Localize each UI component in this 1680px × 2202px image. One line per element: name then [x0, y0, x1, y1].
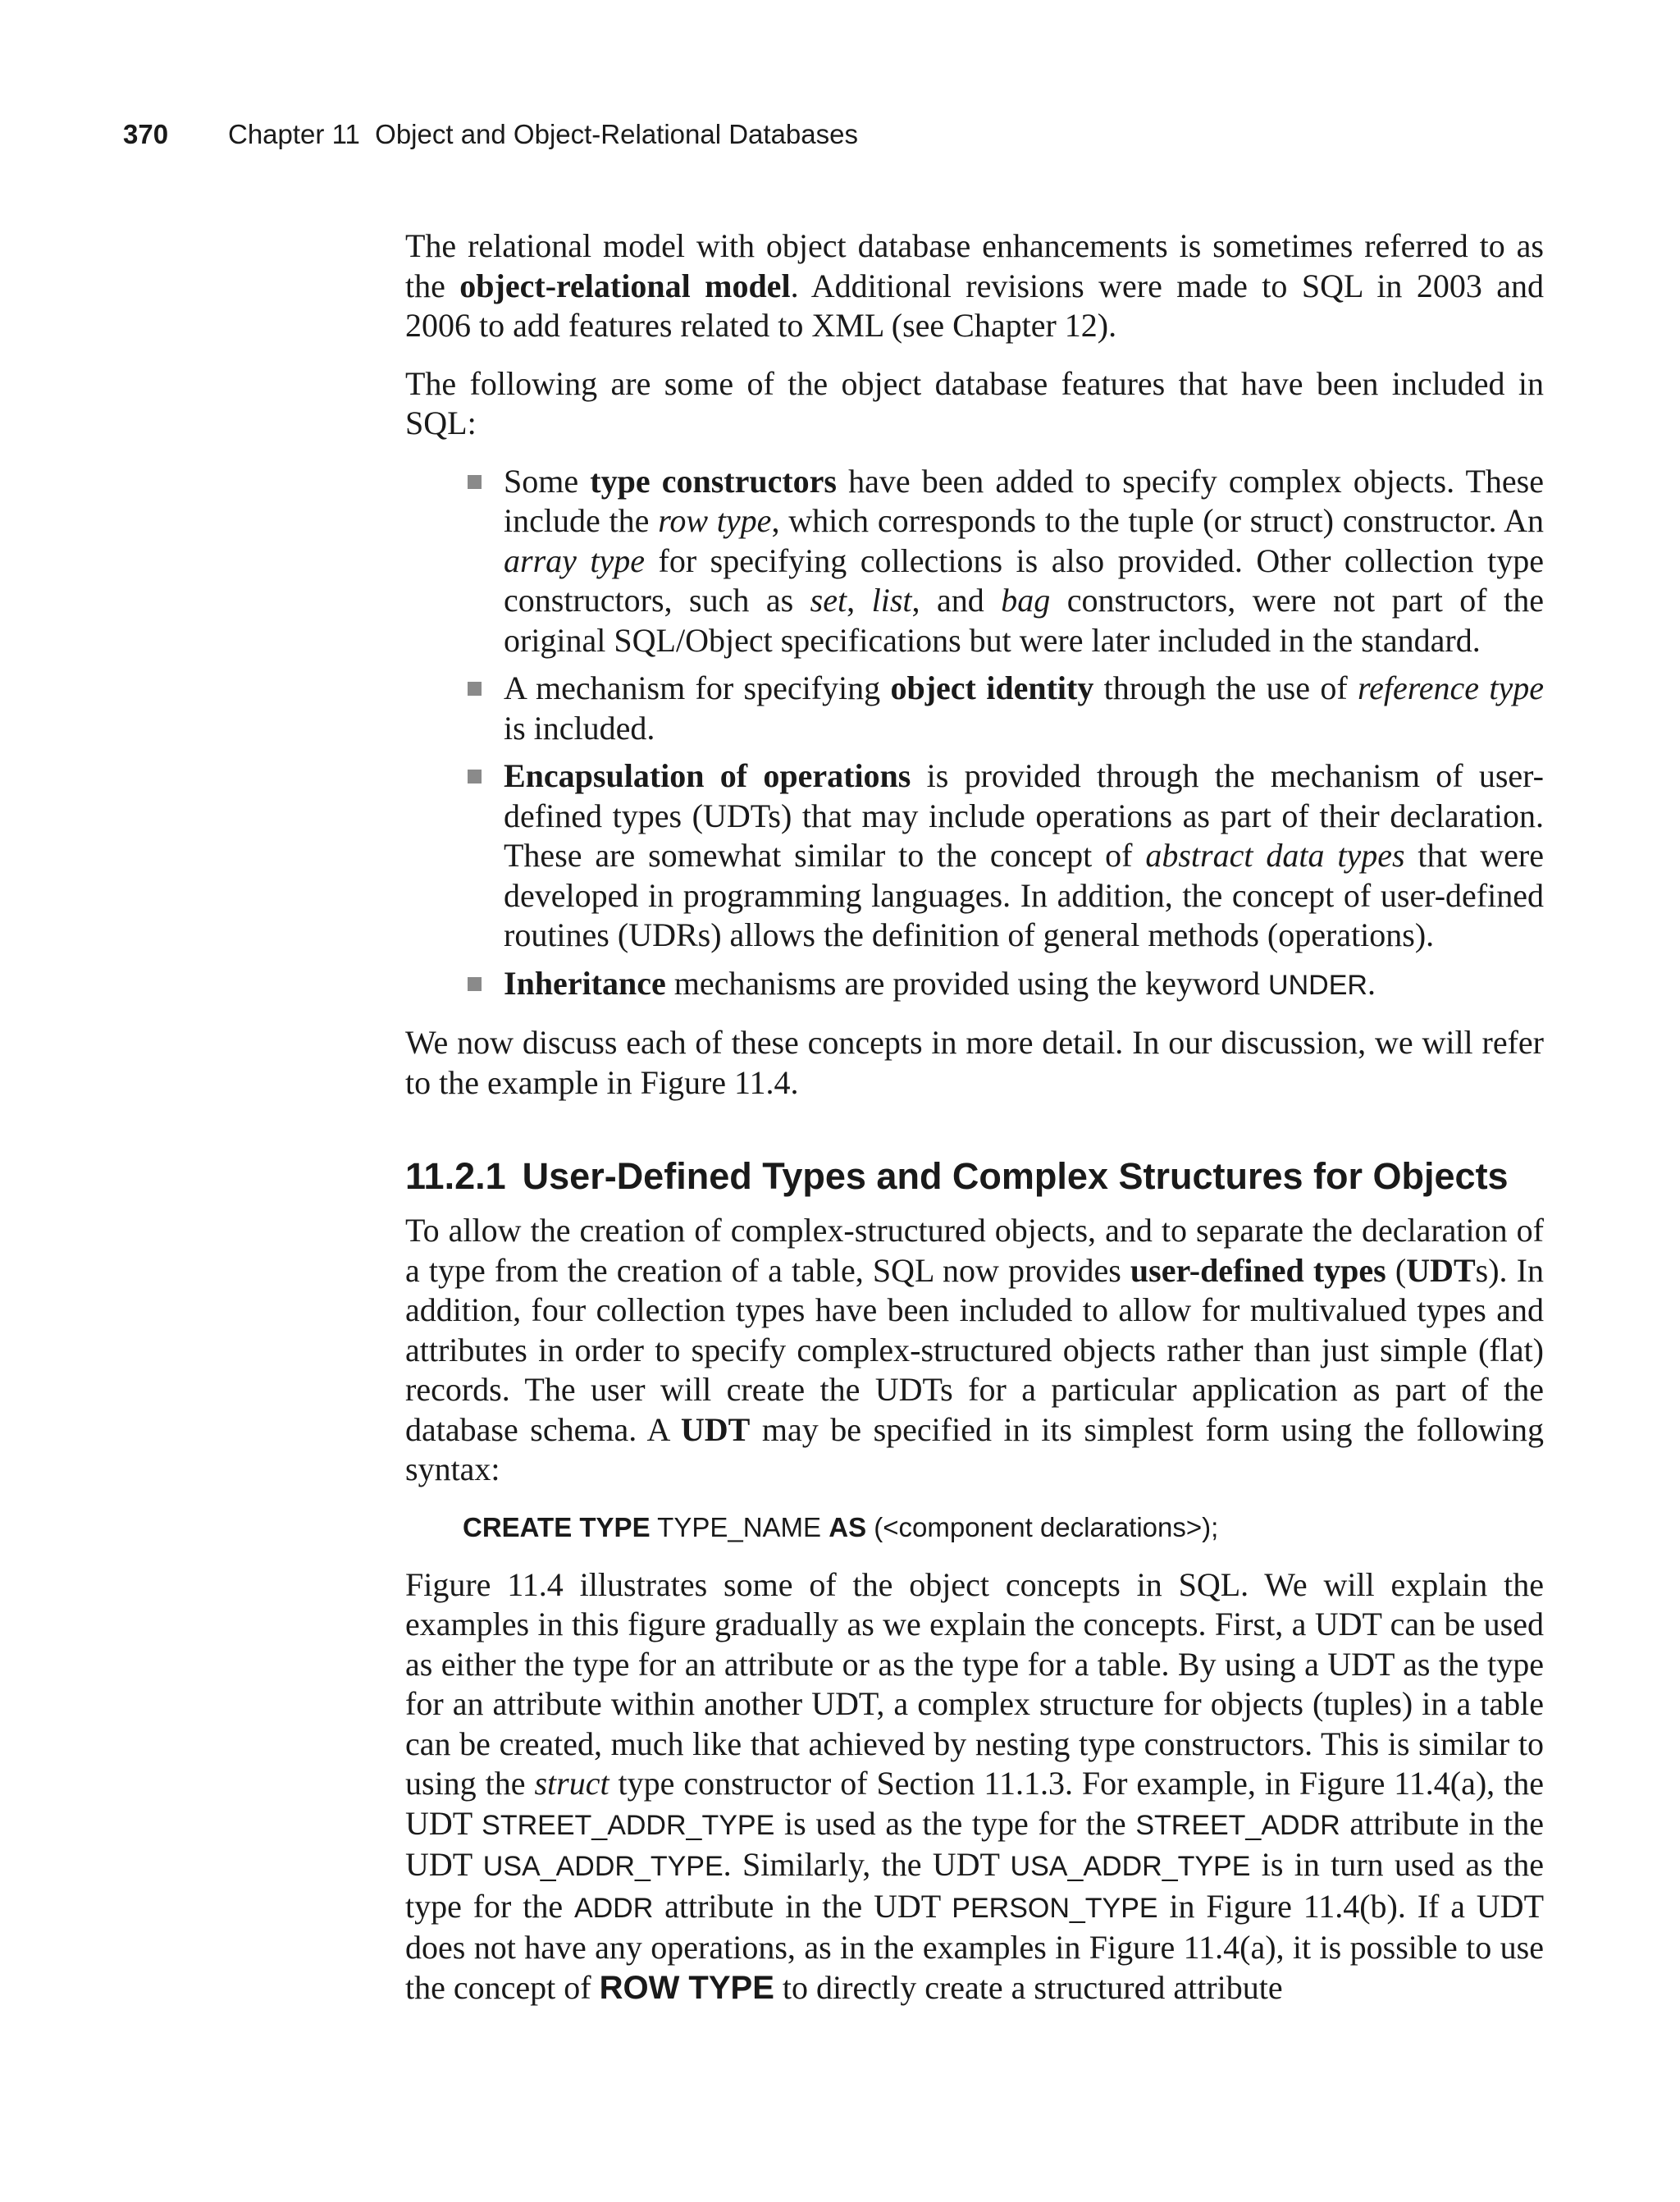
paragraph-features-lead: The following are some of the object database features that have been included in SQL: — [405, 364, 1544, 441]
syntax-example: CREATE TYPE TYPE_NAME AS (<component declarations>); — [463, 1511, 1219, 1542]
square-bullet-icon — [468, 682, 482, 696]
paragraph-figure-explanation: Figure 11.4 illustrates some of the object concepts in SQL. We will explain the examples in this figure gradually as we explain the concepts. First, a UDT can be used as either the type for an attribute or as the type for a table. By using a UDT as the type for an attribute within another UDT, a complex structure for objects (tuples) in a table can be created, much like that achieved by nesting type constructors. This is similar to using the struct type constructor of Section 11.1.3. For example, in Figure 11.4(a), the UDT STREET_ADDR_TYPE is used as the type for the STREET_ADDR attribute in the UDT USA_ADDR_TYPE. Similarly, the UDT USA_ADDR_TYPE is in turn used as the type for the ADDR attribute in the UDT PERSON_TYPE in Figure 11.4(b). If a UDT does not have any operations, as in the examples in Figure 11.4(a), it is possible to use the concept of ROW TYPE to directly create a structured attribute — [405, 1565, 1545, 2006]
list-item: Encapsulation of operations is provided through the mechanism of user-defined types (UDTs) that may include operations as part of their declaration. These are somewhat similar to the concept of abstract data types that were developed in programming languages. In addition, the concept of user-defined routines (UDRs) allows the definition of general methods (operations). — [504, 756, 1544, 956]
paragraph-discussion: We now discuss each of these concepts in more detail. In our discussion, we will refer to the example in Figure 11.4. — [405, 1024, 1544, 1101]
square-bullet-icon — [468, 770, 482, 783]
list-item: Some type constructors have been added to specify complex objects. These include the row type, which corresponds to the tuple (or struct) constructor. An array type for specifying collections is also provided. Other collection type constructors, such as set, list, and bag constructors, were not part of the original SQL/Object specifications but were later included in the standard. — [504, 462, 1544, 661]
feature-list — [405, 462, 1544, 1006]
page-number: 370 — [123, 119, 169, 149]
paragraph-intro: The relational model with object database enhancements is sometimes referred to as the object-relational model. Additional revisions were made to SQL in 2003 and 2006 to add features related to XML (see Chapter 12). — [405, 227, 1545, 344]
term-object-relational-model: object-relational model — [459, 267, 791, 304]
page-body — [405, 226, 1544, 2026]
section-title: User-Defined Types and Complex Structures for Objects — [522, 1155, 1509, 1197]
page-header — [123, 116, 858, 153]
list-item: Inheritance mechanisms are provided using the keyword UNDER. — [504, 964, 1544, 1006]
list-item: A mechanism for specifying object identity through the use of reference type is included. — [504, 669, 1544, 748]
paragraph-udt: To allow the creation of complex-structured objects, and to separate the declaration of a type from the creation of a table, SQL now provides user-defined types (UDTs). In addition, four collection types have been included to allow for multivalued types and attributes in order to specify complex-structured objects rather than just simple (flat) records. The user will create the UDTs for a particular application as part of the database schema. A UDT may be specified in its simplest form using the following syntax: — [405, 1212, 1545, 1487]
square-bullet-icon — [468, 977, 482, 991]
square-bullet-icon — [468, 475, 482, 489]
running-chapter-title: Chapter 11 Object and Object-Relational Databases — [228, 119, 858, 149]
section-heading — [405, 1154, 1544, 1199]
section-number: 11.2.1 — [405, 1155, 506, 1197]
